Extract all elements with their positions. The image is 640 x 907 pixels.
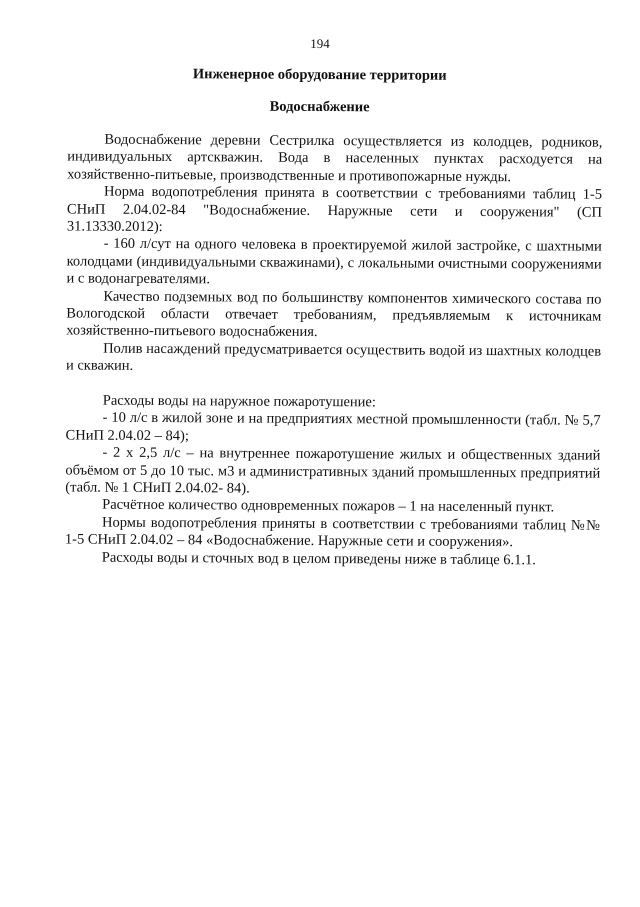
paragraph: Расходы воды на наружное пожаротушение: <box>102 392 376 411</box>
paragraph: Водоснабжение деревни Сестрилка осуществляется из колодцев, родников, индивидуальных артскважин. Вода в населенных пунктах расходуется на хозяйственно-питьевые, производственные и противопожарные нужды. <box>67 131 603 185</box>
paragraph: - 2 х 2,5 л/с – на внутреннее пожаротушение жилых и общественных зданий объёмом от 5 до 10 тыс. м3 и административных зданий промышленных предприятий (табл. № 1 СНиП 2.04.02- 84). <box>65 444 601 497</box>
paragraph: - 10 л/с в жилой зоне и на предприятиях местной промышленности (табл. № 5,7 СНиП 2.04.02 – 84); <box>65 410 601 445</box>
section-title: Инженерное оборудование территории <box>192 66 447 84</box>
section-subtitle: Водоснабжение <box>269 98 370 116</box>
paragraph: - 160 л/сут на одного человека в проектируемой жилой застройке, с шахтными колодцами (индивидуальными скважинами), с локальными очистными сооружениями и с водонагревателями. <box>66 236 602 288</box>
text-block-fire-water <box>65 392 601 569</box>
paragraph: Нормы водопотребления приняты в соответствии с требованиями таблиц №№ 1-5 СНиП 2.04.02 – 84 «Водоснабжение. Наружные сети и сооружения». <box>64 514 601 551</box>
page-number: 194 <box>310 35 330 52</box>
paragraph: Норма водопотребления принята в соответствии с требованиями таблиц 1-5 СНиП 2.04.02-84 "Водоснабжение. Наружные сети и сооружения" (СП 31.13330.2012): <box>66 183 603 236</box>
paragraph: Качество подземных вод по большинству компонентов химического состава по Вологодской области отвечает требованиям, предъявляемым к источникам хозяйственно-питьевого водоснабжения. <box>66 288 602 341</box>
paragraph: Расходы воды и сточных вод в целом приведены ниже в таблице 6.1.1. <box>101 549 537 568</box>
paragraph: Полив насаждений предусматривается осуществить водой из шахтных колодцев и скважин. <box>65 340 602 375</box>
text-block-water-supply <box>66 131 602 378</box>
paragraph: Расчётное количество одновременных пожаров – 1 на населенный пункт. <box>102 497 555 516</box>
